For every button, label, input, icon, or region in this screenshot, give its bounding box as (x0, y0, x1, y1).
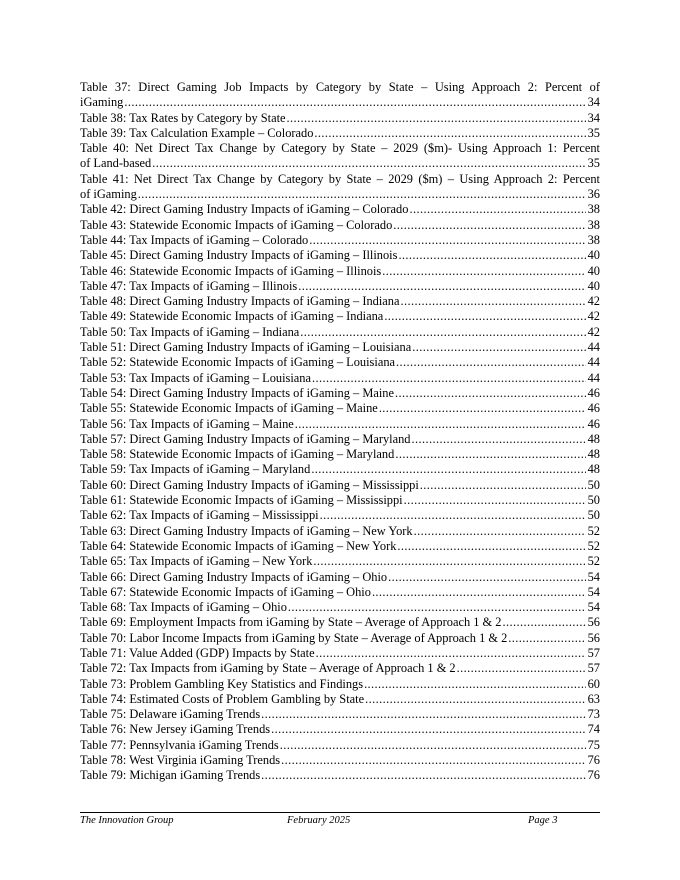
dot-leader (384, 309, 585, 324)
toc-entry-page-number: 57 (587, 645, 600, 660)
toc-entry-page-number: 46 (587, 401, 600, 416)
toc-entry-title: Table 76: New Jersey iGaming Trends (80, 722, 271, 737)
dot-leader (395, 447, 585, 462)
toc-entry[interactable] (80, 340, 600, 355)
toc-entry-title: Table 61: Statewide Economic Impacts of iGaming – Mississippi (80, 493, 403, 508)
toc-entry-title: of Land-based (80, 156, 152, 171)
toc-entry-title: Table 38: Tax Rates by Category by State (80, 110, 286, 125)
toc-entry[interactable] (80, 172, 600, 203)
dot-leader (398, 248, 585, 263)
toc-entry-page-number: 36 (587, 187, 600, 202)
toc-entry-title: Table 47: Tax Impacts of iGaming – Illinois (80, 278, 298, 293)
dot-leader (365, 692, 586, 707)
dot-leader (364, 677, 586, 692)
toc-entry-page-number: 42 (587, 294, 600, 309)
toc-entry-title: Table 42: Direct Gaming Industry Impacts of iGaming – Colorado (80, 202, 409, 217)
dot-leader (300, 325, 585, 340)
dot-leader (400, 294, 585, 309)
dot-leader (412, 340, 585, 355)
toc-entry-title: Table 56: Tax Impacts of iGaming – Maine (80, 416, 294, 431)
dot-leader (388, 570, 586, 585)
toc-entry-title: Table 59: Tax Impacts of iGaming – Maryland (80, 462, 311, 477)
dot-leader (313, 554, 585, 569)
toc-entry-title: Table 64: Statewide Economic Impacts of iGaming – New York (80, 538, 397, 553)
toc-entry[interactable] (80, 600, 600, 615)
toc-entry-page-number: 34 (587, 110, 600, 125)
toc-entry-page-number: 63 (587, 691, 600, 706)
toc-entry-page-number: 35 (587, 156, 600, 171)
toc-entry-page-number: 76 (587, 768, 600, 783)
toc-entry[interactable] (80, 478, 600, 493)
dot-leader (316, 646, 586, 661)
toc-entry[interactable] (80, 325, 600, 340)
toc-entry-title-line: Table 40: Net Direct Tax Change by Category by State – 2029 ($m)- Using Approach 1: Percent (80, 141, 600, 156)
toc-entry-title: Table 54: Direct Gaming Industry Impacts of iGaming – Maine (80, 385, 394, 400)
toc-entry[interactable] (80, 631, 600, 646)
toc-entry[interactable] (80, 768, 600, 783)
toc-entry-title: of iGaming (80, 187, 137, 202)
toc-entry-title: Table 45: Direct Gaming Industry Impacts of iGaming – Illinois (80, 248, 398, 263)
toc-entry-title-line: Table 37: Direct Gaming Job Impacts by Category by State – Using Approach 2: Percent of (80, 80, 600, 94)
toc-entry[interactable] (80, 738, 600, 753)
toc-entry[interactable] (80, 646, 600, 661)
dot-leader (414, 524, 586, 539)
dot-leader (420, 478, 586, 493)
toc-entry-title: Table 55: Statewide Economic Impacts of iGaming – Maine (80, 401, 378, 416)
toc-entry-title: Table 79: Michigan iGaming Trends (80, 768, 261, 783)
toc-entry-page-number: 35 (587, 125, 600, 140)
dot-leader (281, 753, 585, 768)
dot-leader (502, 615, 585, 630)
toc-entry[interactable] (80, 202, 600, 217)
dot-leader (271, 722, 585, 737)
table-of-tables (80, 80, 600, 784)
toc-entry-page-number: 57 (587, 661, 600, 676)
toc-entry-title: Table 78: West Virginia iGaming Trends (80, 753, 281, 768)
toc-entry[interactable] (80, 722, 600, 737)
toc-entry-title: Table 67: Statewide Economic Impacts of iGaming – Ohio (80, 584, 371, 599)
toc-entry-title: iGaming (80, 95, 124, 110)
dot-leader (382, 264, 585, 279)
toc-entry[interactable] (80, 279, 600, 294)
toc-entry[interactable] (80, 218, 600, 233)
toc-entry-title-line: Table 41: Net Direct Tax Change by Category by State – 2029 ($m) – Using Approach 2: Percent (80, 171, 600, 186)
toc-entry[interactable] (80, 264, 600, 279)
toc-entry-title: Table 66: Direct Gaming Industry Impacts of iGaming – Ohio (80, 569, 388, 584)
toc-entry-title: Table 74: Estimated Costs of Problem Gambling by State (80, 691, 365, 706)
toc-entry[interactable] (80, 493, 600, 508)
toc-entry[interactable] (80, 309, 600, 324)
toc-entry-page-number: 50 (587, 508, 600, 523)
page-footer (80, 812, 600, 831)
dot-leader (393, 218, 585, 233)
toc-entry-page-number: 48 (587, 462, 600, 477)
toc-entry[interactable] (80, 508, 600, 523)
toc-entry[interactable] (80, 707, 600, 722)
toc-entry-page-number: 50 (587, 477, 600, 492)
dot-leader (309, 233, 585, 248)
toc-entry-page-number: 46 (587, 416, 600, 431)
toc-entry-title: Table 48: Direct Gaming Industry Impacts of iGaming – Indiana (80, 294, 400, 309)
toc-entry-page-number: 56 (587, 615, 600, 630)
toc-entry[interactable] (80, 126, 600, 141)
toc-entry[interactable] (80, 462, 600, 477)
toc-entry[interactable] (80, 677, 600, 692)
toc-entry-page-number: 38 (587, 232, 600, 247)
dot-leader (372, 585, 586, 600)
toc-entry-page-number: 48 (587, 447, 600, 462)
toc-entry[interactable] (80, 294, 600, 309)
toc-entry[interactable] (80, 615, 600, 630)
footer-date: February 2025 (287, 815, 351, 826)
toc-entry[interactable] (80, 539, 600, 554)
toc-entry[interactable] (80, 447, 600, 462)
toc-entry-page-number: 38 (587, 202, 600, 217)
toc-entry-page-number: 44 (587, 370, 600, 385)
toc-entry-title: Table 43: Statewide Economic Impacts of iGaming – Colorado (80, 217, 393, 232)
toc-entry-title: Table 77: Pennsylvania iGaming Trends (80, 737, 279, 752)
toc-entry-page-number: 75 (587, 737, 600, 752)
toc-entry-title: Table 49: Statewide Economic Impacts of iGaming – Indiana (80, 309, 384, 324)
toc-entry-page-number: 46 (587, 385, 600, 400)
toc-entry-title: Table 60: Direct Gaming Industry Impacts of iGaming – Mississippi (80, 477, 419, 492)
toc-entry-title: Table 50: Tax Impacts of iGaming – Indiana (80, 324, 300, 339)
dot-leader (320, 508, 586, 523)
toc-entry[interactable] (80, 233, 600, 248)
dot-leader (152, 156, 585, 171)
toc-entry-page-number: 60 (587, 676, 600, 691)
toc-entry[interactable] (80, 692, 600, 707)
dot-leader (298, 279, 585, 294)
dot-leader (311, 462, 585, 477)
toc-entry-title: Table 63: Direct Gaming Industry Impacts of iGaming – New York (80, 523, 413, 538)
toc-entry[interactable] (80, 386, 600, 401)
toc-entry[interactable] (80, 753, 600, 768)
toc-entry-page-number: 38 (587, 217, 600, 232)
footer-page-number: Page 3 (528, 815, 558, 826)
dot-leader (379, 401, 586, 416)
toc-entry-page-number: 44 (587, 340, 600, 355)
toc-entry-title: Table 62: Tax Impacts of iGaming – Mississippi (80, 508, 319, 523)
dot-leader (397, 539, 585, 554)
toc-entry-title: Table 69: Employment Impacts from iGaming by State – Average of Approach 1 & 2 (80, 615, 502, 630)
dot-leader (295, 417, 586, 432)
toc-entry[interactable] (80, 80, 600, 111)
toc-entry-page-number: 42 (587, 309, 600, 324)
dot-leader (314, 126, 585, 141)
toc-entry-title: Table 51: Direct Gaming Industry Impacts of iGaming – Louisiana (80, 340, 412, 355)
toc-entry-page-number: 54 (587, 600, 600, 615)
toc-entry[interactable] (80, 432, 600, 447)
dot-leader (404, 493, 586, 508)
dot-leader (124, 95, 585, 110)
toc-entry-page-number: 50 (587, 493, 600, 508)
toc-entry-title: Table 39: Tax Calculation Example – Colorado (80, 125, 314, 140)
toc-entry[interactable] (80, 355, 600, 370)
toc-entry-title: Table 71: Value Added (GDP) Impacts by State (80, 645, 315, 660)
toc-entry[interactable] (80, 401, 600, 416)
toc-entry[interactable] (80, 111, 600, 126)
toc-entry[interactable] (80, 570, 600, 585)
toc-entry-title: Table 46: Statewide Economic Impacts of iGaming – Illinois (80, 263, 382, 278)
toc-entry-title: Table 68: Tax Impacts of iGaming – Ohio (80, 600, 287, 615)
dot-leader (280, 738, 586, 753)
toc-entry-title: Table 53: Tax Impacts of iGaming – Louisiana (80, 370, 311, 385)
dot-leader (138, 187, 586, 202)
toc-entry-page-number: 56 (587, 630, 600, 645)
toc-entry-title: Table 75: Delaware iGaming Trends (80, 707, 261, 722)
dot-leader (261, 768, 585, 783)
dot-leader (312, 371, 586, 386)
toc-entry[interactable] (80, 141, 600, 172)
toc-entry-page-number: 52 (587, 554, 600, 569)
toc-entry[interactable] (80, 554, 600, 569)
toc-entry-page-number: 42 (587, 324, 600, 339)
toc-entry-page-number: 48 (587, 431, 600, 446)
toc-entry-page-number: 40 (587, 263, 600, 278)
toc-entry-page-number: 76 (587, 753, 600, 768)
toc-entry[interactable] (80, 417, 600, 432)
dot-leader (412, 432, 586, 447)
toc-entry-title: Table 72: Tax Impacts from iGaming by State – Average of Approach 1 & 2 (80, 661, 456, 676)
dot-leader (508, 631, 585, 646)
footer-organization: The Innovation Group (80, 815, 174, 826)
toc-entry-title: Table 70: Labor Income Impacts from iGaming by State – Average of Approach 1 & 2 (80, 630, 508, 645)
toc-entry-page-number: 54 (587, 584, 600, 599)
toc-entry-page-number: 40 (587, 278, 600, 293)
dot-leader (288, 600, 586, 615)
toc-entry[interactable] (80, 661, 600, 676)
toc-entry[interactable] (80, 585, 600, 600)
toc-entry-title: Table 73: Problem Gambling Key Statistics and Findings (80, 676, 364, 691)
toc-entry-title: Table 58: Statewide Economic Impacts of iGaming – Maryland (80, 447, 395, 462)
toc-entry[interactable] (80, 524, 600, 539)
dot-leader (395, 386, 586, 401)
toc-entry[interactable] (80, 248, 600, 263)
toc-entry-page-number: 34 (587, 95, 600, 110)
toc-entry-page-number: 52 (587, 523, 600, 538)
toc-entry-title: Table 65: Tax Impacts of iGaming – New York (80, 554, 313, 569)
toc-entry-page-number: 52 (587, 538, 600, 553)
dot-leader (396, 355, 586, 370)
dot-leader (261, 707, 585, 722)
toc-entry-page-number: 74 (587, 722, 600, 737)
toc-entry-page-number: 44 (587, 355, 600, 370)
toc-entry-page-number: 54 (587, 569, 600, 584)
dot-leader (287, 111, 586, 126)
dot-leader (457, 661, 586, 676)
toc-entry-title: Table 57: Direct Gaming Industry Impacts of iGaming – Maryland (80, 431, 411, 446)
toc-entry-title: Table 44: Tax Impacts of iGaming – Colorado (80, 232, 309, 247)
toc-entry-page-number: 40 (587, 248, 600, 263)
toc-entry-title: Table 52: Statewide Economic Impacts of iGaming – Louisiana (80, 355, 396, 370)
dot-leader (409, 202, 585, 217)
toc-entry-page-number: 73 (587, 707, 600, 722)
toc-entry[interactable] (80, 371, 600, 386)
